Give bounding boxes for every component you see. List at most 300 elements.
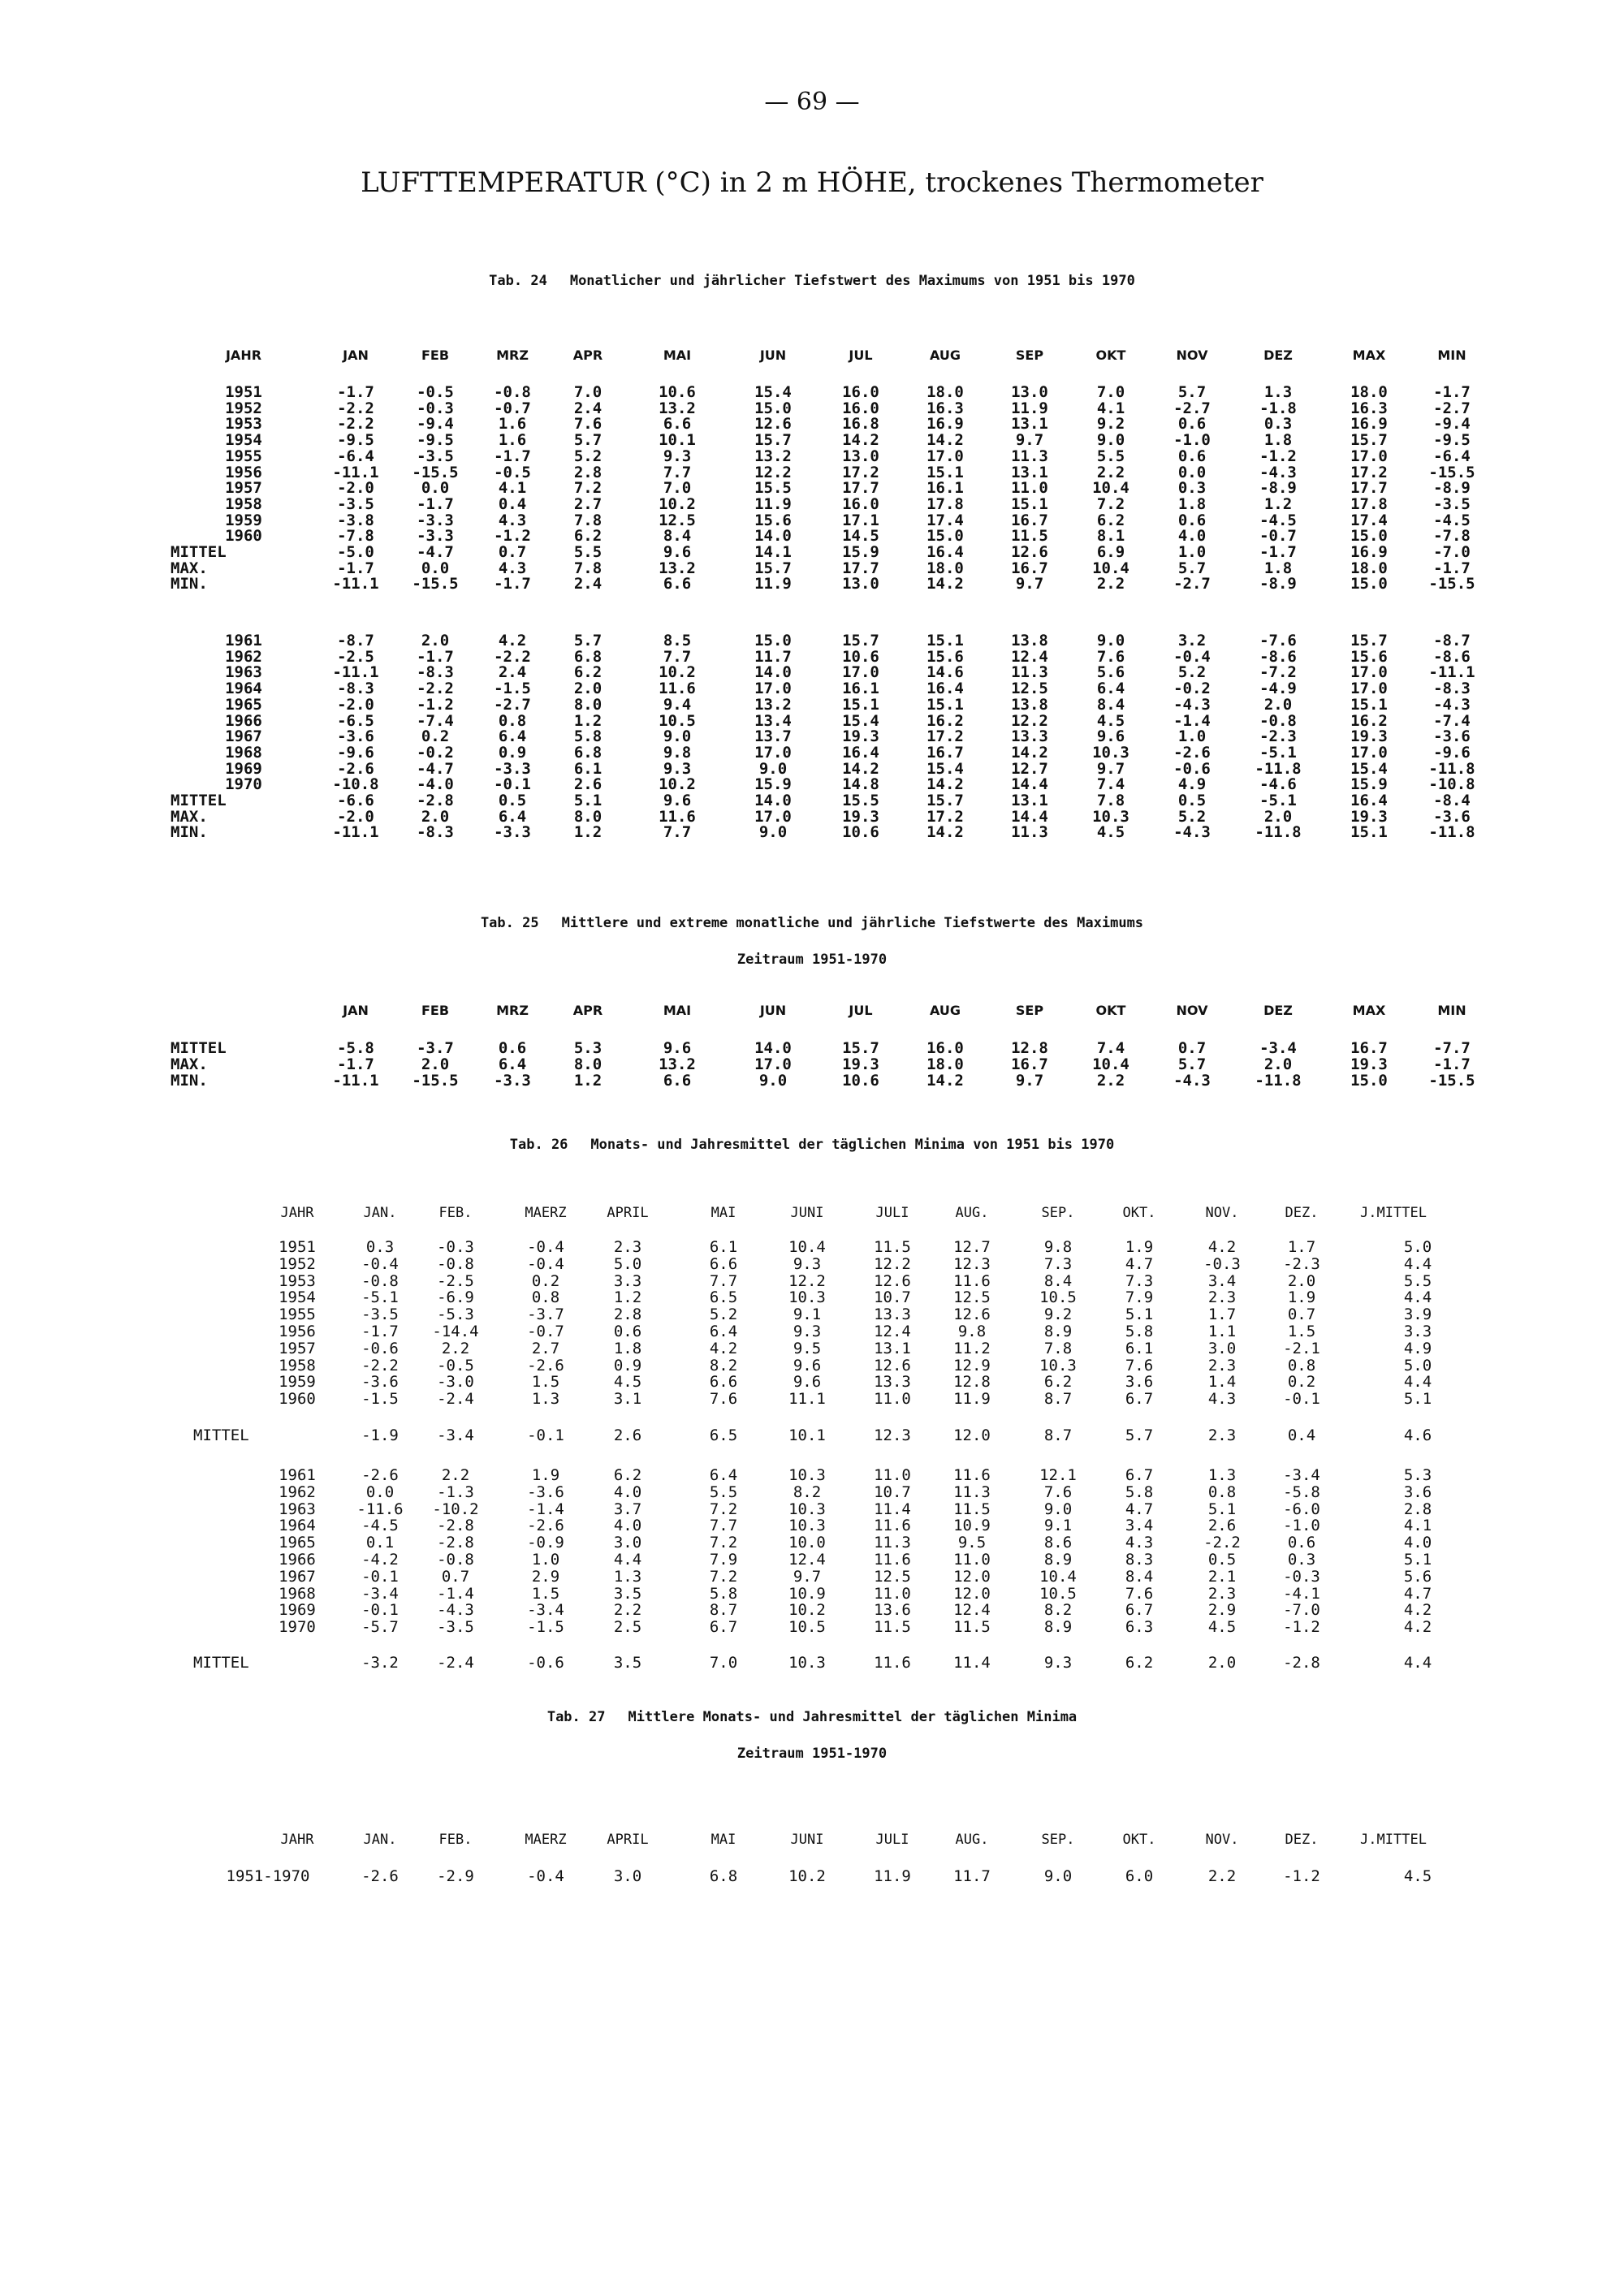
- cell: -3.4: [1283, 1466, 1320, 1484]
- cell: 9.3: [663, 759, 692, 778]
- cell: 0.6: [1177, 447, 1207, 465]
- cell: OKT.: [1122, 1205, 1156, 1221]
- cell: 6.7: [1125, 1601, 1154, 1620]
- cell: 5.8: [573, 727, 603, 746]
- cell: 6.3: [1125, 1618, 1154, 1637]
- cell: 0.0: [365, 1482, 395, 1501]
- cell: -1.2: [1259, 447, 1297, 465]
- cell: 2.0: [573, 680, 603, 698]
- cell: 2.2: [441, 1466, 470, 1484]
- cell: 0.4: [498, 494, 527, 513]
- cell: 11.3: [953, 1482, 991, 1501]
- cell: -3.7: [417, 1039, 454, 1057]
- cell: 13.0: [1011, 383, 1048, 401]
- cell: 10.4: [1092, 559, 1129, 577]
- cell: 17.7: [842, 559, 879, 577]
- cell: 9.2: [1043, 1306, 1073, 1324]
- cell: -3.3: [417, 527, 454, 546]
- tab27-header-row: [0, 1832, 1624, 1851]
- cell: 2.3: [613, 1238, 642, 1256]
- cell: 15.4: [926, 759, 964, 778]
- cell: 1953: [279, 1271, 316, 1290]
- cell: SEP.: [1041, 1205, 1075, 1221]
- cell: 4.1: [498, 479, 527, 498]
- cell: -9.6: [1433, 743, 1471, 762]
- cell: 3.6: [1125, 1373, 1154, 1392]
- cell: 6.2: [573, 527, 603, 546]
- cell: 18.0: [926, 559, 964, 577]
- cell: 6.1: [573, 759, 603, 778]
- cell: 10.5: [788, 1618, 826, 1637]
- cell: 7.0: [709, 1654, 738, 1672]
- cell: 2.3: [1207, 1356, 1237, 1375]
- cell: -11.8: [1428, 823, 1475, 842]
- cell: 10.4: [1092, 1055, 1129, 1073]
- cell: 1963: [279, 1500, 316, 1518]
- cell: -2.7: [1173, 575, 1211, 593]
- cell: -14.4: [432, 1323, 479, 1340]
- cell: OKT: [1095, 347, 1126, 363]
- cell: -2.8: [1283, 1654, 1320, 1672]
- cell: -11.1: [1428, 663, 1475, 682]
- cell: NOV.: [1205, 1832, 1239, 1848]
- cell: 15.4: [1350, 759, 1388, 778]
- cell: APR: [572, 347, 603, 363]
- cell: 3.4: [1207, 1271, 1237, 1290]
- cell: 2.0: [421, 807, 450, 826]
- cell: 16.0: [926, 1039, 964, 1057]
- cell: 1.5: [531, 1584, 560, 1603]
- cell: 1.2: [613, 1288, 642, 1307]
- cell: 1956: [279, 1323, 316, 1340]
- cell: 1.6: [498, 431, 527, 450]
- cell: 2.9: [1207, 1601, 1237, 1620]
- cell: 0.1: [365, 1534, 395, 1552]
- cell: -2.4: [437, 1390, 474, 1409]
- cell: 9.0: [1096, 431, 1125, 450]
- cell: 1958: [279, 1356, 316, 1375]
- cell: 11.6: [953, 1271, 991, 1290]
- cell: 16.2: [926, 711, 964, 730]
- cell: -0.7: [1259, 527, 1297, 546]
- cell: MAERZ: [525, 1832, 567, 1848]
- cell: 10.6: [842, 647, 879, 666]
- cell: 9.7: [793, 1567, 822, 1586]
- cell: 1.4: [1207, 1373, 1237, 1392]
- cell: 10.4: [788, 1238, 826, 1256]
- cell: -1.7: [494, 447, 531, 465]
- cell: 9.8: [1043, 1238, 1073, 1256]
- cell: MITTEL: [171, 1039, 227, 1057]
- cell: 0.3: [365, 1238, 395, 1256]
- cell: -1.7: [1433, 559, 1471, 577]
- cell: -6.9: [437, 1288, 474, 1307]
- cell: -0.4: [527, 1867, 564, 1885]
- tab25-label: Tab. 25: [480, 915, 539, 931]
- cell: 8.7: [709, 1601, 738, 1620]
- cell: -8.7: [1433, 632, 1471, 650]
- cell: 5.1: [1207, 1500, 1237, 1518]
- cell: 0.7: [441, 1567, 470, 1586]
- cell: -15.5: [1428, 575, 1475, 593]
- cell: 16.9: [1350, 543, 1388, 561]
- cell: -3.7: [527, 1306, 564, 1324]
- cell: 0.7: [1287, 1306, 1316, 1324]
- cell: 16.3: [1350, 399, 1388, 417]
- cell: 2.3: [1207, 1288, 1237, 1307]
- cell: 9.5: [957, 1534, 987, 1552]
- cell: 10.9: [788, 1584, 826, 1603]
- cell: DEZ: [1263, 347, 1293, 363]
- cell: 12.2: [874, 1254, 911, 1273]
- cell: 10.3: [788, 1654, 826, 1672]
- cell: -0.8: [494, 383, 531, 401]
- cell: 3.1: [613, 1390, 642, 1409]
- cell: 11.9: [1011, 399, 1048, 417]
- cell: 4.4: [1403, 1654, 1432, 1672]
- cell: 8.2: [793, 1482, 822, 1501]
- cell: 1.5: [531, 1373, 560, 1392]
- cell: -4.7: [417, 543, 454, 561]
- cell: -6.5: [337, 711, 374, 730]
- cell: 4.3: [498, 511, 527, 529]
- tab24-header-row: [0, 347, 1624, 367]
- cell: AUG.: [955, 1205, 989, 1221]
- cell: -1.5: [494, 680, 531, 698]
- cell: -0.9: [527, 1534, 564, 1552]
- cell: 0.5: [1177, 792, 1207, 809]
- cell: 5.2: [709, 1306, 738, 1324]
- cell: 9.7: [1015, 1072, 1044, 1090]
- cell: MITTEL: [171, 543, 227, 561]
- cell: -3.6: [527, 1482, 564, 1501]
- cell: -0.5: [417, 383, 454, 401]
- cell: MRZ: [496, 347, 529, 363]
- tab27-label: Tab. 27: [546, 1709, 606, 1725]
- cell: 2.0: [1263, 807, 1293, 826]
- cell: 12.0: [953, 1584, 991, 1603]
- cell: 11.3: [1011, 663, 1048, 682]
- cell: 1953: [225, 415, 262, 434]
- cell: 14.2: [926, 575, 964, 593]
- cell: 11.5: [874, 1618, 911, 1637]
- cell: 5.2: [1177, 807, 1207, 826]
- cell: 13.7: [754, 727, 792, 746]
- cell: 10.2: [788, 1601, 826, 1620]
- cell: 15.0: [754, 632, 792, 650]
- cell: JAN: [343, 347, 369, 363]
- cell: 11.9: [754, 494, 792, 513]
- cell: 9.6: [793, 1373, 822, 1392]
- cell: -2.4: [437, 1654, 474, 1672]
- cell: -0.8: [437, 1254, 474, 1273]
- cell: 1970: [225, 775, 262, 794]
- cell: 14.2: [926, 823, 964, 842]
- cell: -15.5: [1428, 463, 1475, 481]
- cell: 4.2: [1403, 1601, 1432, 1620]
- cell: 11.3: [874, 1534, 911, 1552]
- cell: -15.5: [412, 1072, 459, 1090]
- cell: 17.0: [1350, 743, 1388, 762]
- cell: -6.4: [1433, 447, 1471, 465]
- cell: 13.1: [1011, 415, 1048, 434]
- cell: -3.3: [417, 511, 454, 529]
- cell: 9.0: [1043, 1500, 1073, 1518]
- cell: -3.6: [1433, 727, 1471, 746]
- tab26-caption-line: [0, 1137, 1624, 1153]
- cell: -5.8: [337, 1039, 374, 1057]
- cell: -11.6: [356, 1500, 404, 1518]
- cell: 8.4: [1043, 1271, 1073, 1290]
- cell: -11.8: [1428, 759, 1475, 778]
- cell: 15.1: [842, 695, 879, 714]
- cell: 4.2: [1403, 1618, 1432, 1637]
- cell: -7.7: [1433, 1039, 1471, 1057]
- cell: -2.0: [337, 695, 374, 714]
- cell: -2.3: [1283, 1254, 1320, 1273]
- cell: 5.1: [573, 792, 603, 809]
- cell: 6.7: [1125, 1390, 1154, 1409]
- cell: 18.0: [926, 383, 964, 401]
- cell: 4.0: [1177, 527, 1207, 546]
- cell: 1961: [279, 1466, 316, 1484]
- cell: 3.7: [613, 1500, 642, 1518]
- cell: 2.4: [573, 399, 603, 417]
- cell: 8.0: [573, 695, 603, 714]
- cell: 5.2: [1177, 663, 1207, 682]
- cell: 1969: [279, 1601, 316, 1620]
- cell: NOV: [1176, 1003, 1208, 1018]
- cell: -0.7: [494, 399, 531, 417]
- cell: 2.5: [613, 1618, 642, 1637]
- cell: 11.5: [953, 1618, 991, 1637]
- cell: MAX.: [171, 1055, 208, 1073]
- cell: 14.4: [1011, 807, 1048, 826]
- cell: 5.5: [1403, 1271, 1432, 1290]
- cell: 15.0: [1350, 527, 1388, 546]
- cell: -11.8: [1255, 1072, 1302, 1090]
- cell: 3.3: [613, 1271, 642, 1290]
- cell: -2.5: [337, 647, 374, 666]
- cell: 12.0: [953, 1567, 991, 1586]
- cell: -2.0: [337, 479, 374, 498]
- cell: -3.5: [417, 447, 454, 465]
- cell: 9.6: [663, 1039, 692, 1057]
- cell: -9.4: [1433, 415, 1471, 434]
- cell: -1.7: [1433, 1055, 1471, 1073]
- cell: -0.4: [1173, 647, 1211, 666]
- cell: -11.1: [332, 463, 379, 481]
- cell: 9.3: [663, 447, 692, 465]
- cell: 12.2: [1011, 711, 1048, 730]
- cell: 8.4: [1125, 1567, 1154, 1586]
- cell: 10.3: [1092, 807, 1129, 826]
- cell: 8.7: [1043, 1390, 1073, 1409]
- cell: 13.2: [659, 1055, 696, 1073]
- cell: 6.5: [709, 1288, 738, 1307]
- cell: 0.6: [498, 1039, 527, 1057]
- cell: 3.3: [1403, 1323, 1432, 1340]
- cell: 11.2: [953, 1339, 991, 1357]
- cell: 5.1: [1403, 1390, 1432, 1409]
- cell: -1.5: [361, 1390, 399, 1409]
- cell: 1.9: [1287, 1288, 1316, 1307]
- cell: 6.4: [498, 727, 527, 746]
- cell: 12.3: [953, 1254, 991, 1273]
- cell: 15.1: [1350, 823, 1388, 842]
- cell: 6.6: [663, 1072, 692, 1090]
- cell: 10.3: [788, 1500, 826, 1518]
- cell: -2.2: [417, 680, 454, 698]
- cell: 4.4: [1403, 1254, 1432, 1273]
- cell: 1951-1970: [226, 1867, 310, 1885]
- cell: -2.8: [437, 1517, 474, 1535]
- cell: 0.8: [1207, 1482, 1237, 1501]
- cell: -1.7: [361, 1323, 399, 1340]
- cell: -8.9: [1433, 479, 1471, 498]
- cell: APRIL: [607, 1832, 649, 1848]
- cell: 16.1: [842, 680, 879, 698]
- cell: 11.1: [788, 1390, 826, 1409]
- cell: 16.4: [926, 680, 964, 698]
- cell: 1.9: [1125, 1238, 1154, 1256]
- cell: 4.1: [1096, 399, 1125, 417]
- cell: DEZ.: [1285, 1832, 1319, 1848]
- cell: 15.6: [1350, 647, 1388, 666]
- cell: 19.3: [1350, 1055, 1388, 1073]
- cell: 6.8: [573, 743, 603, 762]
- cell: 15.1: [1350, 695, 1388, 714]
- cell: MITTEL: [193, 1426, 249, 1444]
- cell: MAI: [710, 1205, 736, 1221]
- cell: APRIL: [607, 1205, 649, 1221]
- cell: 7.2: [709, 1567, 738, 1586]
- page-title: LUFTTEMPERATUR (°C) in 2 m HÖHE, trockenes Thermometer: [361, 166, 1263, 199]
- cell: 12.0: [953, 1426, 991, 1444]
- cell: 15.9: [842, 543, 879, 561]
- cell: -11.1: [332, 663, 379, 682]
- cell: 7.7: [663, 647, 692, 666]
- cell: -5.0: [337, 543, 374, 561]
- cell: -6.4: [337, 447, 374, 465]
- cell: 9.3: [1043, 1654, 1073, 1672]
- cell: 2.7: [531, 1339, 560, 1357]
- cell: 7.8: [573, 559, 603, 577]
- cell: 16.9: [926, 415, 964, 434]
- cell: -5.8: [1283, 1482, 1320, 1501]
- cell: -3.6: [1433, 807, 1471, 826]
- cell: 9.3: [793, 1254, 822, 1273]
- cell: 3.5: [613, 1584, 642, 1603]
- cell: -10.8: [332, 775, 379, 794]
- tab24-row: [0, 575, 1624, 594]
- cell: 15.7: [842, 1039, 879, 1057]
- cell: 8.2: [709, 1356, 738, 1375]
- cell: MIN.: [171, 1072, 208, 1090]
- cell: -5.1: [1259, 792, 1297, 809]
- cell: 2.2: [441, 1339, 470, 1357]
- cell: -8.9: [1259, 479, 1297, 498]
- cell: 1952: [225, 399, 262, 417]
- cell: 5.8: [1125, 1323, 1154, 1340]
- cell: -4.5: [1259, 511, 1297, 529]
- cell: 2.6: [1207, 1517, 1237, 1535]
- cell: -4.3: [1173, 1072, 1211, 1090]
- cell: 0.4: [1287, 1426, 1316, 1444]
- cell: 17.0: [1350, 447, 1388, 465]
- cell: 2.2: [613, 1601, 642, 1620]
- cell: 3.4: [1125, 1517, 1154, 1535]
- cell: 16.7: [1011, 559, 1048, 577]
- cell: 2.6: [573, 775, 603, 794]
- cell: 13.2: [754, 695, 792, 714]
- cell: 11.7: [754, 647, 792, 666]
- cell: 12.6: [874, 1271, 911, 1290]
- cell: -2.2: [361, 1356, 399, 1375]
- cell: AUG: [929, 1003, 961, 1018]
- cell: 1.3: [1207, 1466, 1237, 1484]
- cell: -4.3: [1433, 695, 1471, 714]
- cell: -0.8: [437, 1551, 474, 1569]
- cell: 10.4: [1092, 479, 1129, 498]
- cell: 10.2: [659, 494, 696, 513]
- cell: 0.5: [498, 792, 527, 809]
- cell: 13.6: [874, 1601, 911, 1620]
- cell: 17.0: [1350, 663, 1388, 682]
- cell: 9.0: [758, 1072, 788, 1090]
- cell: 18.0: [926, 1055, 964, 1073]
- cell: 0.7: [498, 543, 527, 561]
- cell: JULI: [875, 1205, 909, 1221]
- cell: 13.0: [842, 447, 879, 465]
- cell: 2.6: [613, 1426, 642, 1444]
- cell: -0.8: [361, 1271, 399, 1290]
- cell: 5.8: [1125, 1482, 1154, 1501]
- cell: 15.7: [1350, 431, 1388, 450]
- cell: 13.8: [1011, 632, 1048, 650]
- cell: 11.4: [953, 1654, 991, 1672]
- tab24-row: [0, 823, 1624, 843]
- cell: 0.0: [421, 559, 450, 577]
- cell: 7.6: [573, 415, 603, 434]
- cell: 10.1: [788, 1426, 826, 1444]
- cell: MRZ: [496, 1003, 529, 1018]
- cell: 15.0: [754, 399, 792, 417]
- cell: 9.1: [793, 1306, 822, 1324]
- cell: 15.0: [926, 527, 964, 546]
- cell: 17.0: [926, 447, 964, 465]
- cell: 17.0: [754, 743, 792, 762]
- cell: 1956: [225, 463, 262, 481]
- cell: -0.2: [1173, 680, 1211, 698]
- cell: -1.2: [1283, 1867, 1320, 1885]
- cell: 0.2: [1287, 1373, 1316, 1392]
- cell: 10.9: [953, 1517, 991, 1535]
- cell: 4.2: [709, 1339, 738, 1357]
- cell: -2.6: [337, 759, 374, 778]
- cell: 6.6: [709, 1373, 738, 1392]
- cell: 5.0: [1403, 1356, 1432, 1375]
- cell: 5.5: [1096, 447, 1125, 465]
- cell: MAX: [1352, 1003, 1386, 1018]
- cell: -7.4: [417, 711, 454, 730]
- cell: 15.6: [754, 511, 792, 529]
- cell: 10.2: [659, 663, 696, 682]
- cell: 12.6: [1011, 543, 1048, 561]
- cell: 1968: [225, 743, 262, 762]
- cell: 1.3: [1263, 383, 1293, 401]
- cell: 12.9: [953, 1356, 991, 1375]
